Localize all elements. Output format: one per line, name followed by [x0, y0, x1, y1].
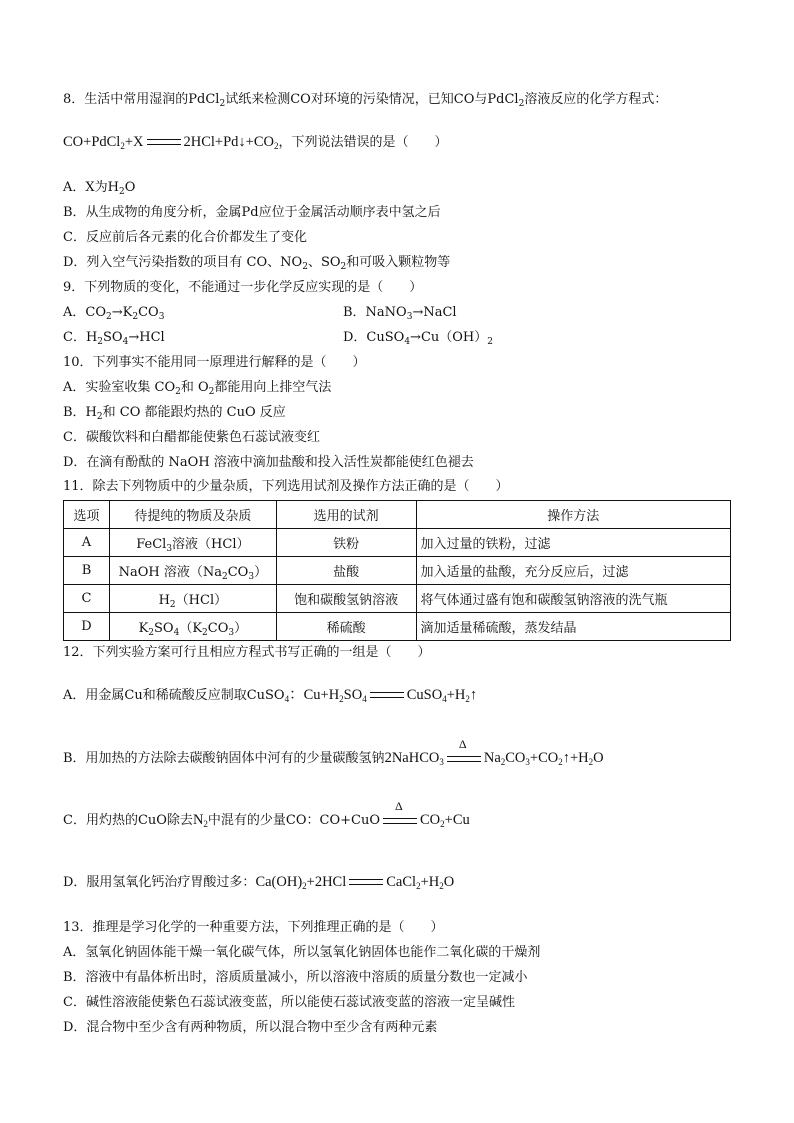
q8-option-b: B．从生成物的角度分析，金属Pd应位于金属活动顺序表中氢之后 [63, 205, 441, 220]
q12-option-d: D．服用氢氧化钙治疗胃酸过多：$Ca(OH)_2+2HCl$ $CaCl_2+H_2O$ [63, 874, 455, 891]
heat-condition: Δ [383, 818, 417, 824]
q9-option-a: A．$CO_2\to K_2CO_3$ [63, 305, 165, 322]
row-option: A [64, 529, 110, 557]
q11-stem: 11．除去下列物质中的少量杂质，下列选用试剂及操作方法正确的是（ ） [63, 479, 509, 494]
row-reagent: 饱和碳酸氢钠溶液 [276, 585, 416, 613]
table-row [64, 529, 731, 557]
q12-option-a: A．用金属Cu和稀硫酸反应制取CuSO$_4$：$Cu+H_2SO_4$ $CuSO_4+H_2↑$ [63, 687, 478, 704]
q9-options-ab [63, 304, 164, 322]
q13-stem: 13．推理是学习化学的一种重要方法，下列推理正确的是（ ） [63, 920, 444, 935]
table-row [64, 557, 731, 585]
row-option: C [64, 585, 110, 613]
header-method: 操作方法 [416, 501, 730, 529]
q13-option-a: A．氢氧化钠固体能干燥一氧化碳气体，所以氢氧化钠固体也能作二氧化碳的干燥剂 [63, 945, 541, 960]
equals-sign [370, 692, 404, 698]
q8-stem: 8．生活中常用湿润的PdCl$_2$试纸来检测CO对环境的污染情况，已知CO与PdCl$_2$溶液反应的化学方程式： [63, 92, 668, 109]
table-header-row [64, 501, 731, 529]
q13-option-c: C．碱性溶液能使紫色石蕊试液变蓝，所以能使石蕊试液变蓝的溶液一定呈碱性 [63, 995, 515, 1010]
header-reagent: 选用的试剂 [276, 501, 416, 529]
row-method: 将气体通过盛有饱和碳酸氢钠溶液的洗气瓶 [416, 585, 730, 613]
q9-option-d: D．$CuSO_4\to Cu(OH)_2$ [343, 330, 493, 347]
q8-equation: CO+PdCl$_2$+X $2HCl+Pd↓+CO_2$，下列说法错误的是（ ） [63, 134, 448, 151]
row-reagent: 盐酸 [276, 557, 416, 585]
q9-option-b: B．NaNO$_3$→NaCl [343, 305, 457, 322]
row-substance: NaOH 溶液$(Na_2CO_3)$ [109, 557, 276, 585]
header-substance: 待提纯的物质及杂质 [109, 501, 276, 529]
q10-option-a: A．实验室收集 $CO_2$和 $O_2$都能用向上排空气法 [63, 380, 332, 397]
table-row [64, 585, 731, 613]
q8-option-d: D．列入空气污染指数的项目有 CO、$NO_2$、$SO_2$和可吸入颗粒物等 [63, 255, 451, 272]
equals-sign [349, 879, 383, 885]
row-method: 加入过量的铁粉，过滤 [416, 529, 730, 557]
row-reagent: 铁粉 [276, 529, 416, 557]
q9-stem: 9．下列物质的变化，不能通过一步化学反应实现的是（ ） [63, 280, 423, 295]
row-substance: $H_2(HCl)$ [109, 585, 276, 613]
q10-option-b: B．$H_2$和 CO 都能跟灼热的 CuO 反应 [63, 405, 286, 422]
q10-option-c: C．碳酸饮料和白醋都能使紫色石蕊试液变红 [63, 430, 320, 445]
q12-option-c: C．用灼热的CuO除去$N_2$中混有的少量CO：CO+CuO Δ $CO_2+Cu$ [63, 798, 470, 829]
heat-condition: Δ [447, 756, 481, 762]
q10-option-d: D．在滴有酚酞的 NaOH 溶液中滴加盐酸和投入活性炭都能使红色褪去 [63, 455, 474, 470]
header-option: 选项 [64, 501, 110, 529]
row-substance: FeCl$_3$溶液（HCl） [109, 529, 276, 557]
q12-stem: 12．下列实验方案可行且相应方程式书写正确的一组是（ ） [63, 645, 431, 660]
table-row [64, 613, 731, 641]
q13-option-d: D．混合物中至少含有两种物质，所以混合物中至少含有两种元素 [63, 1020, 438, 1035]
q11-table [63, 500, 731, 641]
row-option: B [64, 557, 110, 585]
q10-stem: 10．下列事实不能用同一原理进行解释的是（ ） [63, 355, 366, 370]
row-substance: $K_2SO_4(K_2CO_3)$ [109, 613, 276, 641]
q8-option-c: C．反应前后各元素的化合价都发生了变化 [63, 230, 307, 245]
row-option: D [64, 613, 110, 641]
equals-sign [147, 139, 181, 145]
q13-option-b: B．溶液中有晶体析出时，溶质质量减小，所以溶液中溶质的质量分数也一定减小 [63, 970, 528, 985]
q12-option-b: B．用加热的方法除去碳酸钠固体中河有的少量碳酸氢钠2NaHCO$_3$ Δ $Na_2CO_3+CO_2↑+H_2O$ [63, 736, 604, 767]
q9-option-c: C．$H_2SO_4\to HCl$ [63, 330, 165, 347]
q8-option-a: A．X为$H_2O$ [63, 180, 136, 197]
row-method: 加入适量的盐酸，充分反应后，过滤 [416, 557, 730, 585]
row-method: 滴加适量稀硫酸，蒸发结晶 [416, 613, 730, 641]
row-reagent: 稀硫酸 [276, 613, 416, 641]
